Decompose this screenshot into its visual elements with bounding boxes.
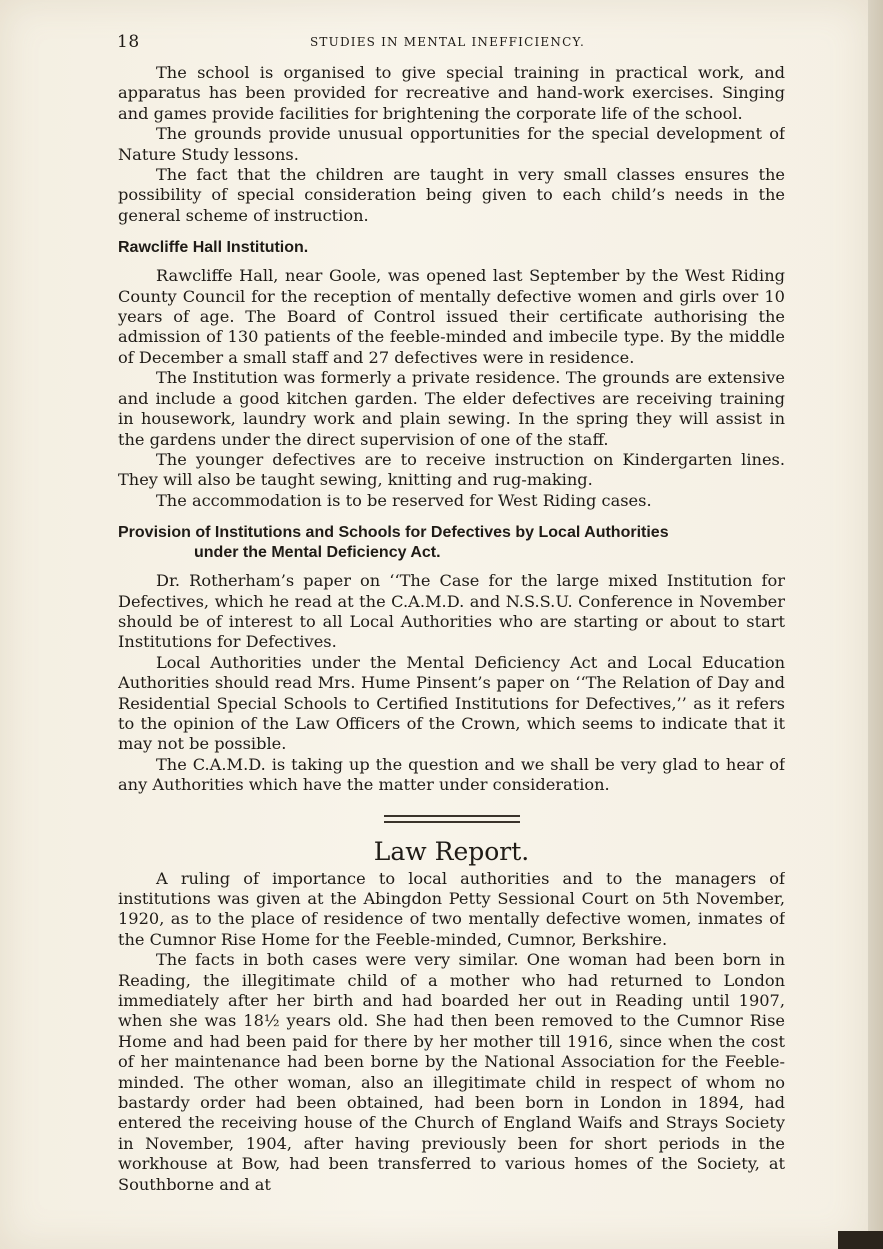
rawcliffe-paragraph-2: The Institution was formerly a private residence. The grounds are extensive and include a good kitchen garden. The elder defectives are receiving training in housework, laundry work and plain sewing. In the spring they will assist in the gardens under the direct supervision of one of the staff. — [118, 368, 785, 449]
intro-paragraph-3: The fact that the children are taught in very small classes ensures the possibility of special consideration being given to each child’s needs in the general scheme of instruction. — [118, 165, 785, 225]
rawcliffe-paragraph-1: Rawcliffe Hall, near Goole, was opened last September by the West Riding County Council for the reception of mentally defective women and girls over 10 years of age. The Board of Control issued their certificate authorising the admission of 130 patients of the feeble-minded and imbecile type. By the middle of December a small staff and 27 defectives were in residence. — [118, 266, 785, 367]
provision-heading-line-2: under the Mental Deficiency Act. — [194, 544, 441, 562]
dark-corner-bar — [838, 1231, 883, 1249]
rawcliffe-paragraph-3: The younger defectives are to receive instruction on Kindergarten lines. They will also be taught sewing, knitting and rug-making. — [118, 449, 785, 490]
running-head: STUDIES IN MENTAL INEFFICIENCY. — [310, 35, 586, 49]
provision-paragraph-3: The C.A.M.D. is taking up the question and we shall be very glad to hear of any Authorities which have the matter under consideration. — [118, 754, 785, 795]
provision-heading-line-1: Provision of Institutions and Schools for Defectives by Local Authorities — [118, 524, 669, 542]
law-report-title: Law Report. — [373, 836, 530, 866]
heading-gap — [118, 258, 785, 266]
rawcliffe-heading: Rawcliffe Hall Institution. — [118, 239, 309, 257]
law-report-paragraph-1: A ruling of importance to local authorities and to the managers of institutions was given at the Abingdon Petty Sessional Court on 5th November, 1920, as to the place of residence of two mentally defective women, inmates of the Cumnor Rise Home for the Feeble-minded, Cumnor, Berkshire. — [118, 868, 785, 949]
law-report-paragraph-2: The facts in both cases were very similar. One woman had been born in Reading, the illegitimate child of a mother who had returned to London immediately after her birth and had boarded her out in Reading until 1907, when she was 18½ years old. She had then been removed to the Cumnor Rise Home and had been paid for there by her mother till 1916, since when the cost of her maintenance had been borne by the National Association for the Feeble-minded. The other woman, also an illegitimate child in respect of whom no bastardy order had been obtained, had been born in London in 1894, had entered the receiving house of the Church of England Waifs and Strays Society in November, 1904, after having previously been for short periods in the workhouse at Bow, had been transferred to various homes of the Society, at Southborne and at — [118, 950, 785, 1194]
page-header — [117, 32, 787, 56]
double-rule-divider — [384, 815, 520, 823]
section-gap — [118, 511, 785, 523]
provision-paragraph-1: Dr. Rotherham’s paper on ‘‘The Case for the large mixed Institution for Defectives, which he read at the C.A.M.D. and N.S.S.U. Conference in November should be of interest to all Local Authorities who are starting or about to start Institutions for Defectives. — [118, 571, 785, 652]
page-content — [118, 63, 785, 1235]
section-gap — [118, 226, 785, 238]
page-number: 18 — [117, 32, 140, 52]
provision-paragraph-2: Local Authorities under the Mental Deficiency Act and Local Education Authorities should read Mrs. Hume Pinsent’s paper on ‘‘The Relation of Day and Residential Special Schools to Certified Institutions for Defectives,’’ as it refers to the opinion of the Law Officers of the Crown, which seems to indicate that it may not be possible. — [118, 652, 785, 754]
heading-gap — [118, 563, 785, 571]
intro-paragraph-1: The school is organised to give special training in practical work, and apparatus has been provided for recreative and hand-work exercises. Singing and games provide facilities for brightening the corporate life of the school. — [118, 63, 785, 123]
intro-paragraph-2: The grounds provide unusual opportunities for the special development of Nature Study lessons. — [118, 124, 785, 164]
page-edge — [868, 0, 883, 1249]
rawcliffe-paragraph-4: The accommodation is to be reserved for West Riding cases. — [156, 490, 652, 510]
